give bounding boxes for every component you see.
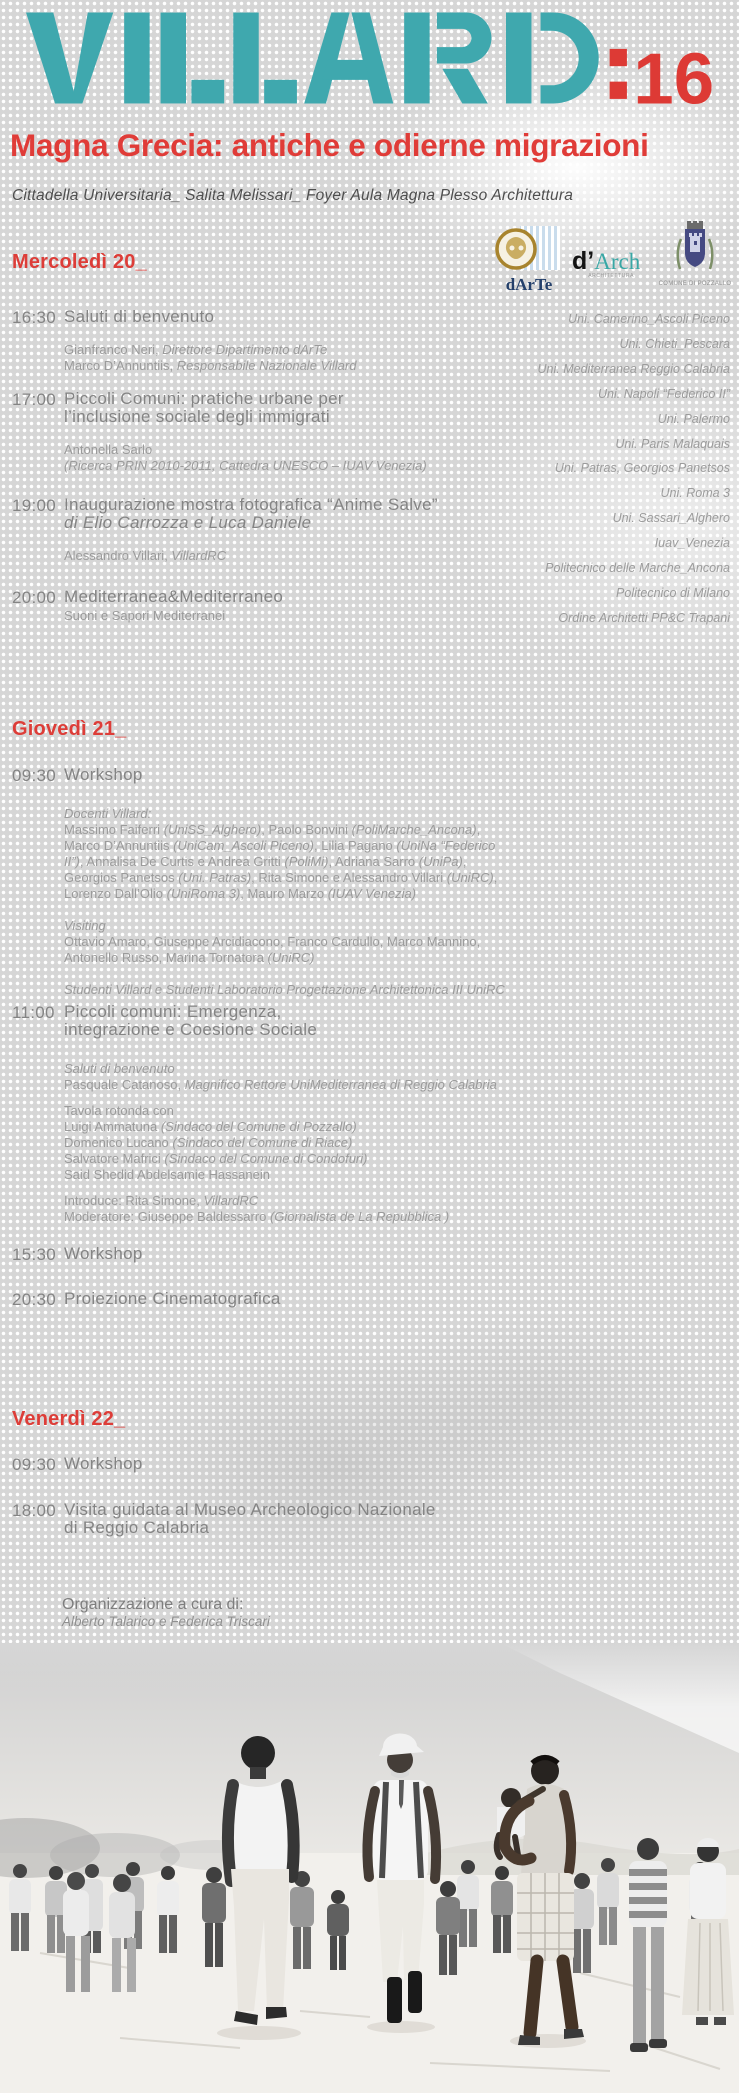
text-segment: , Paolo Bonvini — [261, 822, 352, 837]
partner-item: Uni. Roma 3 — [660, 486, 730, 501]
partner-item: Iuav_Venezia — [654, 536, 730, 551]
colon-dot-top — [610, 49, 627, 66]
text-segment: di Elio Carrozza e Luca Daniele — [64, 513, 312, 532]
text-segment: (UniRC) — [446, 870, 494, 885]
text-segment: (Sindaco del Comune di Pozzallo) — [160, 1119, 357, 1134]
text-segment: Proiezione Cinematografica — [64, 1289, 281, 1308]
darch-arch-label: Arch — [594, 249, 641, 274]
text-segment: Moderatore: Giuseppe Baldessarro — [64, 1209, 270, 1224]
villard-wordmark — [26, 12, 726, 104]
text-segment: (Sindaco del Comune di Riace) — [172, 1135, 353, 1150]
text-segment: (UniPa) — [418, 854, 463, 869]
event-detail — [64, 1167, 731, 1183]
text-segment: (IUAV Venezia) — [327, 886, 417, 901]
event-detail — [64, 1209, 731, 1225]
logo-darte — [492, 226, 566, 295]
darch-sub-label: ARCHITETTURA — [588, 273, 634, 279]
event-detail — [64, 822, 509, 902]
text-segment: (PoliMi) — [284, 854, 329, 869]
venue-line: Cittadella Universitaria_ Salita Melissari_ Foyer Aula Magna Plesso Architettura — [12, 187, 574, 204]
text-segment: Piccoli Comuni: pratiche urbane per — [64, 389, 344, 408]
text-segment: Introduce: Rita Simone, — [64, 1193, 204, 1208]
text-segment: , Marco D’Annuntiis — [64, 822, 481, 853]
event-detail — [64, 1077, 731, 1093]
text-segment: Pasquale Catanoso, — [64, 1077, 185, 1092]
text-segment: Luigi Ammatuna — [64, 1119, 161, 1134]
text-segment: Ottavio Amaro, Giuseppe Arcidiacono, Franco Cardullo, Marco Mannino, Antonello Russo, Marina Tornatora — [64, 934, 481, 965]
text-segment: Docenti Villard: — [64, 806, 152, 821]
partner-item: Uni. Chieti_Pescara — [619, 336, 730, 351]
text-segment: Inaugurazione mostra fotografica “Anime Salve” — [64, 495, 438, 514]
darte-emblem-icon — [494, 226, 564, 274]
text-segment: (Sindaco del Comune di Condofuri) — [164, 1151, 368, 1166]
text-segment: (UniNa “Federico II”) — [64, 838, 496, 869]
event-1800-visita-museo — [12, 1501, 731, 1537]
text-segment: Workshop — [64, 1454, 143, 1473]
pozzallo-crest-icon — [673, 221, 717, 275]
event-title — [64, 514, 731, 532]
event-detail — [64, 918, 731, 934]
day-heading-venerdi: Venerdì 22_ — [12, 1408, 126, 1430]
event-detail — [64, 608, 731, 624]
text-segment: (UniRoma 3) — [166, 886, 241, 901]
crowd-photo — [0, 1643, 739, 2093]
partner-item: Politecnico delle Marche_Ancona — [545, 561, 730, 576]
event-title — [64, 766, 731, 784]
text-segment: Said Shedid Abdelsamie Hassanein — [64, 1167, 270, 1182]
poster-title: Magna Grecia: antiche e odierne migrazioni — [10, 127, 649, 163]
partner-item: Uni. Napoli “Federico II” — [598, 386, 730, 401]
event-title — [64, 1519, 731, 1537]
text-segment: Domenico Lucano — [64, 1135, 173, 1150]
event-time: 17:00 — [12, 390, 57, 409]
event-detail — [64, 1061, 731, 1077]
event-title — [64, 1003, 731, 1021]
event-1630-saluti — [12, 308, 731, 374]
darte-label: dArTe — [505, 275, 553, 294]
event-detail — [64, 458, 731, 474]
text-segment: Workshop — [64, 1244, 143, 1263]
edition-mark — [610, 38, 715, 104]
text-segment: , Georgios Panetsos — [64, 854, 467, 885]
organization-names: Alberto Talarico e Federica Triscari — [62, 1614, 270, 1629]
text-segment: Workshop — [64, 765, 143, 784]
text-segment: , Adriana Sarro — [328, 854, 419, 869]
event-title — [64, 1021, 731, 1039]
text-segment: , Annalisa De Curtis e Andrea Gritti — [79, 854, 285, 869]
event-detail — [64, 548, 731, 564]
partner-item: Uni. Sassari_Alghero — [612, 511, 730, 526]
event-time: 18:00 — [12, 1501, 57, 1520]
event-title — [64, 308, 731, 326]
text-segment: (Giornalista de La Repubblica ) — [269, 1209, 450, 1224]
text-segment: integrazione e Coesione Sociale — [64, 1020, 318, 1039]
event-time: 09:30 — [12, 1455, 57, 1474]
event-detail — [64, 1193, 731, 1209]
event-time: 09:30 — [12, 766, 57, 785]
event-detail — [64, 358, 731, 374]
event-1700-piccoli-comuni — [12, 390, 731, 474]
text-segment: VillardRC — [203, 1193, 259, 1208]
event-0930-workshop — [12, 766, 731, 998]
text-segment: Gianfranco Neri, — [64, 342, 163, 357]
text-segment: Tavola rotonda con — [64, 1103, 174, 1118]
event-detail — [64, 1119, 731, 1135]
logo-darch — [572, 247, 658, 279]
event-title — [64, 1245, 731, 1263]
text-segment: Saluti di benvenuto — [64, 1061, 175, 1076]
text-segment: Magnifico Rettore UniMediterranea di Reggio Calabria — [184, 1077, 497, 1092]
darch-d-label: d’ — [572, 247, 595, 275]
logo-pozzallo — [653, 221, 737, 287]
event-time: 15:30 — [12, 1245, 57, 1264]
text-segment: (UniRC) — [267, 950, 315, 965]
text-segment: , Lorenzo Dall’Olio — [64, 870, 498, 901]
event-title — [64, 496, 731, 514]
event-time: 11:00 — [12, 1003, 55, 1022]
event-detail — [64, 982, 731, 998]
organization-label: Organizzazione a cura di: — [62, 1596, 244, 1613]
text-segment: Mediterranea&Mediterraneo — [64, 587, 284, 606]
text-segment: Direttore Dipartimento dArTe — [162, 342, 328, 357]
text-segment: , Rita Simone e Alessandro Villari — [251, 870, 447, 885]
partner-item: Uni. Paris Malaquais — [615, 436, 730, 451]
event-detail — [64, 442, 731, 458]
partner-item: Ordine Architetti PP&C Trapani — [558, 610, 730, 625]
text-segment: (Uni. Patras) — [178, 870, 252, 885]
event-title — [64, 408, 731, 426]
photo-top-fade — [0, 1643, 739, 1707]
event-detail — [64, 342, 731, 358]
day-heading-mercoledi: Mercoledì 20_ — [12, 251, 147, 273]
partner-item: Uni. Mediterranea Reggio Calabria — [537, 361, 730, 376]
partner-item: Politecnico di Milano — [616, 585, 730, 600]
text-segment: Studenti Villard e Studenti Laboratorio Progettazione Architettonica III UniRC — [64, 982, 505, 997]
event-title — [64, 1290, 731, 1308]
text-segment: di Reggio Calabria — [64, 1518, 210, 1537]
text-segment: Suoni e Sapori Mediterranei — [64, 608, 226, 623]
event-time: 19:00 — [12, 496, 57, 515]
text-segment: (Ricerca PRIN 2010-2011, Cattedra UNESCO – IUAV Venezia) — [64, 458, 427, 473]
event-title — [64, 588, 731, 606]
villard-letters — [26, 13, 599, 104]
partner-item: Uni. Palermo — [657, 411, 730, 426]
text-segment: Massimo Faiferri — [64, 822, 164, 837]
text-segment: Salvatore Mafrici — [64, 1151, 165, 1166]
event-title — [64, 390, 731, 408]
brand-name — [0, 0, 1, 1]
event-detail — [64, 934, 509, 966]
event-time: 20:00 — [12, 588, 57, 607]
event-title — [64, 1501, 731, 1519]
edition-number: 16 — [633, 38, 715, 104]
event-time: 20:30 — [12, 1290, 57, 1309]
event-2000-mediterranea — [12, 588, 731, 624]
text-segment: , Mauro Marzo — [240, 886, 328, 901]
event-detail — [64, 1151, 731, 1167]
organization-block — [62, 1596, 270, 1629]
pozzallo-label: COMUNE DI POZZALLO — [658, 281, 732, 287]
text-segment: Marco D’Annuntiis, — [64, 358, 177, 373]
event-1530-workshop — [12, 1245, 731, 1263]
event-2030-proiezione — [12, 1290, 731, 1308]
partner-item: Uni. Patras, Georgios Panetsos — [554, 461, 730, 476]
text-segment: Saluti di benvenuto — [64, 307, 215, 326]
text-segment: , Lilia Pagano — [314, 838, 397, 853]
text-segment: (UniSS_Alghero) — [163, 822, 262, 837]
event-1100-piccoli-comuni — [12, 1003, 731, 1225]
text-segment: l’inclusione sociale degli immigrati — [64, 407, 330, 426]
text-segment: Visiting — [64, 918, 106, 933]
text-segment: Antonella Sarlo — [64, 442, 153, 457]
event-detail — [64, 1135, 731, 1151]
event-time: 16:30 — [12, 308, 57, 327]
text-segment: (PoliMarche_Ancona) — [351, 822, 477, 837]
event-detail — [64, 1103, 731, 1119]
event-detail — [64, 806, 731, 822]
colon-dot-bottom — [610, 82, 627, 99]
event-title — [64, 1455, 731, 1473]
text-segment: Responsabile Nazionale Villard — [176, 358, 357, 373]
text-segment: Piccoli comuni: Emergenza, — [64, 1002, 282, 1021]
text-segment: Visita guidata al Museo Archeologico Nazionale — [64, 1500, 436, 1519]
partner-item: Uni. Camerino_Ascoli Piceno — [568, 312, 730, 326]
event-1900-mostra — [12, 496, 731, 564]
text-segment: (UniCam_Ascoli Piceno) — [173, 838, 314, 853]
text-segment: Alessandro Villari, — [64, 548, 172, 563]
text-segment: VillardRC — [171, 548, 227, 563]
day-heading-giovedi: Giovedì 21_ — [12, 718, 127, 740]
event-0930-workshop-venerdi — [12, 1455, 731, 1473]
